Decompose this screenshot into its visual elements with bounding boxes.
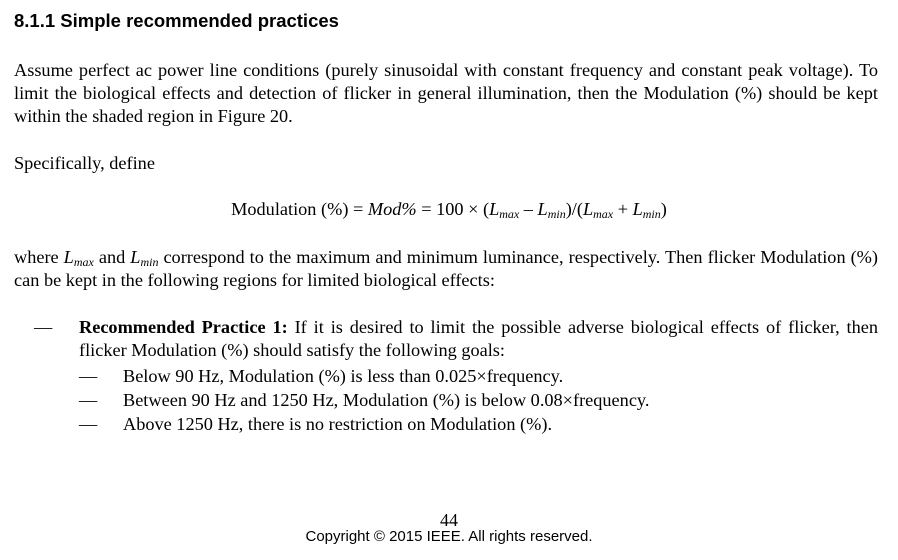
copyright-notice: Copyright © 2015 IEEE. All rights reserved. (305, 528, 593, 545)
define-paragraph: Specifically, define (14, 153, 155, 173)
recommended-practice-label: Recommended Practice 1: (79, 317, 288, 337)
list-item: — Below 90 Hz, Modulation (%) is less than 0.025×frequency. (79, 366, 564, 386)
intro-paragraph: Assume perfect ac power line conditions (purely sinusoidal with constant frequency and constant peak voltage). To limit the biological effects and detection of flicker in general illumination, then the Modulation (%) should be kept within the shaded region in Figure 20. (14, 60, 878, 126)
modulation-formula: Modulation (%) = $Mod\% = 100 \times (L_{max} - L_{min})/(L_{max} + L_{min})$ (231, 199, 667, 221)
list-dash: — (79, 414, 98, 434)
list-item: — Between 90 Hz and 1250 Hz, Modulation (%) is below 0.08×frequency. (79, 390, 650, 410)
goals-list (14, 364, 878, 436)
section-number: 8.1.1 (14, 10, 56, 31)
list-dash: — (34, 317, 53, 337)
list-item: — Above 1250 Hz, there is no restriction on Modulation (%). (79, 414, 553, 434)
recommended-practice-item (14, 316, 878, 362)
page-number: 44 (440, 510, 458, 530)
mod-symbol: Mod% (367, 199, 417, 219)
section-title: Simple recommended practices (60, 10, 339, 31)
list-dash: — (79, 366, 98, 386)
section-heading (14, 10, 339, 32)
recommended-practice-text: Recommended Practice 1: If it is desired to limit the possible adverse biological effects of flicker, then flicker Modulation (%) should satisfy the following goals: (79, 317, 879, 360)
where-paragraph: where $L_{max}$ and $L_{min}$ correspond to the maximum and minimum luminance, respectively. Then flicker Modulation (%) can be kept in the following regions for limited biological effects: (14, 247, 878, 290)
list-dash: — (79, 390, 98, 410)
